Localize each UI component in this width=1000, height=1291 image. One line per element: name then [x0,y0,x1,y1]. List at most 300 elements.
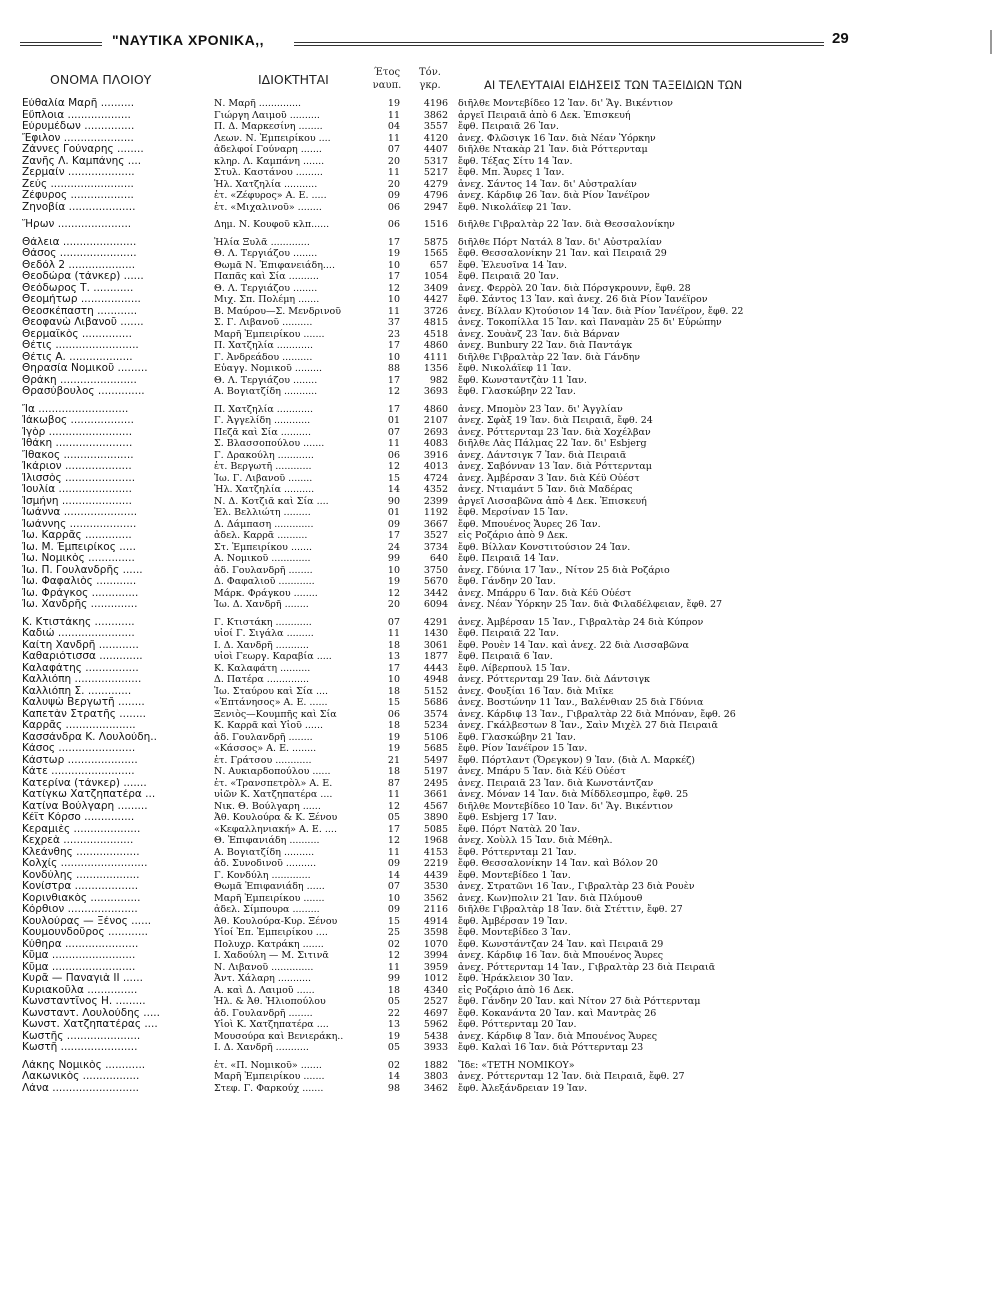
ship-owner: Νικ. Θ. Βούλγαρη ...... [214,800,321,812]
ship-owner: ἀδελ. Σίμπουρα ......... [214,904,320,915]
ship-owner: Ἰω. Γ. Λιβανοῦ ........ [214,472,313,484]
table-row [0,732,1000,744]
ship-owner: Κ. Καρρᾶ καὶ Υἱοῦ ...... [214,720,323,731]
table-row [0,599,1000,611]
ship-name: Κάστωρ ..................... [22,754,138,766]
ship-name: Καρρᾶς ..................... [22,720,136,731]
table-row [0,133,1000,145]
table-row [0,329,1000,341]
table-row [0,858,1000,870]
voyage-report: ἀργεῖ Λισσαβῶνα ἀπὸ 4 Δεκ. Ἐπισκευή [458,495,647,507]
ship-owner: Γ. Κτιστάκη ............ [214,616,312,628]
voyage-report: ἔφθ. Γάνδην 20 Ἰαν. καὶ Νίτον 27 διὰ Ρόττερνταμ [458,996,701,1007]
build-year: 90 [387,495,400,507]
gross-tonnage: 1516 [423,219,448,230]
gross-tonnage: 5686 [423,697,448,708]
build-year: 06 [387,708,400,720]
voyage-report: διῆλθε Μοντεβίδεο 12 Ἰαν. δι' Ἅγ. Βικέντιον [458,98,673,109]
build-year: 10 [387,564,400,576]
gross-tonnage: 3916 [423,449,448,461]
voyage-report: ἔφθ. Μοντεβίδεο 3 Ἰαν. [458,927,571,938]
ship-name: Κάτε ......................... [22,766,135,777]
ship-name: Κασσάνδρα Κ. Λουλούδη.. [22,731,157,743]
build-year: 21 [387,754,400,766]
voyage-report: ἀνεχ. Ρόττερνταμ 29 Ἰαν. διὰ Δάντσιγκ [458,674,650,685]
ship-table [0,98,1000,1094]
voyage-report: ἀνεχ. Γδύνια 17 Ἰαν., Νίτον 25 διὰ Ροζάριο [458,564,670,576]
voyage-report: ἀνεχ. Ρόττερνταμ 14 Ἰαν., Γιβραλτὰρ 23 διὰ Πειραιᾶ [458,961,716,973]
ship-owner: Κ. Καλαφάτη .......... [214,662,311,674]
build-year: 24 [387,541,400,553]
ship-name: Κατίγκω Χατζηπατέρα ... [22,789,156,800]
ship-name: Ἰάκωβος ................... [22,415,134,426]
build-year: 14 [387,869,400,881]
build-year: 07 [387,616,400,628]
voyage-report: ἔφθ. Ρίον Ἰανέϊρον 15 Ἰαν. [458,743,588,754]
build-year: 17 [387,530,400,541]
voyage-report: ἔφθ. Πειραιᾶ 20 Ἰαν. [458,271,559,282]
ship-owner: Α. Βογιατζίδη .......... [214,846,315,858]
ship-name: Θεοσκέπαστη ............ [22,305,138,317]
ship-owner: ἑτ. «Τρανσπετρὸλ» Α. Ε. [214,777,333,789]
header-rule-right [294,42,824,46]
gross-tonnage: 3693 [423,386,448,397]
ship-owner: Ξενιὸς—Κουμπῆς καὶ Σία [214,708,337,720]
table-row [0,743,1000,755]
ship-owner: Μαρῆ Ἐμπειρίκου ....... [214,892,325,904]
ship-owner: Δ. Πατέρα .............. [214,674,310,685]
ship-name: Καθαριότισσα ............. [22,651,143,662]
voyage-report: ἀνεχ. Σουὰνζ 23 Ἰαν. διὰ Βάρναν [458,328,620,340]
ship-name: Κουλούρας — Ξένος ...... [22,915,152,927]
build-year: 23 [387,328,400,340]
build-year: 11 [387,961,400,973]
ship-name: Ἰλισσὸς ..................... [22,472,136,484]
build-year: 12 [387,800,400,812]
ship-owner: Θ. Λ. Τεργιάζου ........ [214,374,318,386]
ship-name: Ἰω. Φράγκος .............. [22,587,139,599]
build-year: 06 [387,201,400,213]
ship-owner: Δημ. Ν. Κουφοῦ κλπ...... [214,219,330,230]
ship-name: Ἰω. Χανδρῆς .............. [22,599,138,610]
voyage-report: ἀνεχ. Ἀμβέρσαν 15 Ἰαν., Γιβραλτὰρ 24 διὰ Κύπρον [458,616,704,628]
voyage-report: ἀνεχ. Σάντος 14 Ἰαν. δι' Αὐστραλίαν [458,178,637,190]
ship-owner: Α. Νομικοῦ ............. [214,553,311,564]
gross-tonnage: 1054 [423,271,448,282]
gross-tonnage: 1012 [423,973,448,984]
gross-tonnage: 3527 [423,530,448,541]
gross-tonnage: 5962 [423,1019,448,1030]
ship-name: Ἴθακος ..................... [22,449,134,461]
gross-tonnage: 5106 [423,731,448,743]
voyage-report: ἀνεχ. Φερρὸλ 20 Ἰαν. διὰ Πόρσγκρουνν, ἔφθ. 28 [458,282,691,294]
table-row [0,565,1000,577]
table-row [0,686,1000,698]
ship-owner: «Ἑπτάνησος» Α. Ε. ...... [214,697,328,708]
table-row [0,260,1000,272]
table-row [0,542,1000,554]
voyage-report: ἀνεχ. Πειραιᾶ 23 Ἰαν. διὰ Κωνστάντζαν [458,777,654,789]
gross-tonnage: 3530 [423,881,448,892]
ship-owner: Υἱοί Ἐπ. Ἐμπειρίκου .... [214,927,328,938]
ship-owner: Στυλ. Καστάνου ......... [214,167,323,178]
build-year: 15 [387,697,400,708]
ship-owner: ἑτ. «Μιχαλινοῦ» ........ [214,201,322,213]
ship-name: Εὐθαλία Μαρῆ .......... [22,98,135,109]
build-year: 06 [387,449,400,461]
table-row [0,271,1000,283]
voyage-report: ἀνεχ. Φλῶσιγκ 16 Ἰαν. διὰ Νέαν Ὑόρκην [458,132,656,144]
voyage-report: ἔφθ. Πειραιᾶ 26 Ἰαν. [458,121,559,132]
ship-name: Εὐρυμέδων ............... [22,121,135,132]
ship-owner: Ν. Λιβανοῦ .............. [214,961,314,973]
gross-tonnage: 2116 [423,904,448,915]
gross-tonnage: 3562 [423,892,448,904]
table-row [0,801,1000,813]
build-year: 19 [387,98,400,109]
table-row [0,484,1000,496]
build-year: 15 [387,472,400,484]
ship-name: Ἰθάκη ....................... [22,438,133,449]
table-row [0,519,1000,531]
voyage-report: ἀνεχ. Νέαν Ὑόρκην 25 Ἰαν. διὰ Φιλαδέλφειαν, ἔφθ. 27 [458,599,723,610]
table-row [0,962,1000,974]
table-row [0,507,1000,519]
gross-tonnage: 1356 [423,363,448,374]
voyage-report: ἔφθ. Γλασκώβην 22 Ἰαν. [458,386,576,397]
build-year: 19 [387,576,400,587]
build-year: 02 [387,938,400,950]
build-year: 07 [387,881,400,892]
table-row [0,386,1000,398]
table-row [0,450,1000,462]
gross-tonnage: 1192 [423,507,448,518]
build-year: 14 [387,484,400,495]
voyage-report: ἀνεχ. Στρατῶνι 16 Ἰαν., Γιβραλτὰρ 23 διὰ Ρουὲν [458,881,695,892]
table-row [0,473,1000,485]
build-year: 09 [387,858,400,869]
ship-name: Ἰσμήνη ..................... [22,495,132,507]
gross-tonnage: 6094 [423,599,448,610]
ship-owner: Παπᾶς καὶ Σία .......... [214,271,319,282]
ship-owner: ἑτ. «Π. Νομικοῦ» ....... [214,1059,322,1071]
gross-tonnage: 5685 [423,743,448,754]
column-header-tons: Τόν. γκρ. [419,67,441,91]
gross-tonnage: 3462 [423,1082,448,1094]
build-year: 09 [387,518,400,530]
voyage-report: ἀνεχ. Ρόττερνταμ 23 Ἰαν. διὰ Χοχέλβαν [458,426,651,438]
gross-tonnage: 4815 [423,317,448,328]
ship-name: Ἰουλία ...................... [22,484,132,495]
ship-name: Θερμαϊκὸς ............... [22,328,132,340]
table-row [0,904,1000,916]
ship-name: Καλλιόπη Σ. ............. [22,685,132,697]
ship-owner: ἀδ. Συνοδινοῦ .......... [214,858,317,869]
ship-owner: Ἠλ. & Ἀθ. Ἡλιοπούλου [214,996,326,1007]
ship-name: Ἴα ........................... [22,403,129,415]
ship-owner: Α. καὶ Δ. Λαιμοῦ ...... [214,984,315,996]
gross-tonnage: 1968 [423,835,448,846]
ship-name: Ζηνοβία .................... [22,201,136,213]
voyage-report: ἔφθ. Κωνστάντζαν 24 Ἰαν. καὶ Πειραιᾶ 29 [458,938,664,950]
build-year: 17 [387,823,400,835]
build-year: 12 [387,386,400,397]
voyage-report: ἔφθ. Ρουὲν 14 Ἰαν. καὶ ἀνεχ. 22 διὰ Λισσαβῶνα [458,639,689,651]
build-year: 10 [387,892,400,904]
gross-tonnage: 4013 [423,461,448,472]
build-year: 20 [387,599,400,610]
voyage-report: ἔφθ. Βίλλαν Κονστιτούσιον 24 Ἰαν. [458,541,631,553]
ship-owner: «Κάσσος» Α. Ε. ........ [214,743,317,754]
ship-name: Ἰγὸρ ......................... [22,426,133,438]
ship-owner: Δ. Φαφαλιοῦ ............ [214,576,315,587]
table-row [0,1083,1000,1095]
voyage-report: ἀνεχ. Κων)πολιν 21 Ἰαν. διὰ Πλύμουθ [458,892,643,904]
table-row [0,237,1000,249]
table-row [0,144,1000,156]
ship-name: Κολχίς .......................... [22,858,148,869]
ship-name: Καίτη Χανδρῆ ............ [22,639,139,651]
table-row [0,755,1000,767]
ship-owner: ἑτ. Γράτσου ............ [214,754,312,766]
build-year: 18 [387,984,400,996]
header-rule-left [20,42,102,46]
table-row [0,720,1000,732]
table-row [0,766,1000,778]
voyage-report: ἀνεχ. Γκάλβεστων 8 Ἰαν., Σαὶν Μιχὲλ 27 διὰ Πειραιᾶ [458,720,718,731]
build-year: 17 [387,374,400,386]
table-row [0,824,1000,836]
voyage-report: ἀνεχ. Ντιαμάντ 5 Ἰαν. διὰ Μαδέρας [458,484,633,495]
ship-owner: Γ. Ἀγγελίδη ............ [214,415,311,426]
table-row [0,283,1000,295]
voyage-report: ἔφθ. Θεσσαλονίκην 14 Ἰαν. καὶ Βόλον 20 [458,858,658,869]
build-year: 19 [387,731,400,743]
table-row [0,835,1000,847]
voyage-report: διῆλθε Ντακὰρ 21 Ἰαν. διὰ Ρόττερνταμ [458,144,648,155]
build-year: 12 [387,461,400,472]
voyage-report: ἀνεχ. Τοκοπίλλα 15 Ἰαν. καὶ Παναμὰν 25 δι' Εὐρώπην [458,317,722,328]
table-row [0,98,1000,110]
gross-tonnage: 4443 [423,662,448,674]
ship-owner: Ἀθ. Κουλούρα & Κ. Ξένου [214,812,338,823]
build-year: 19 [387,1030,400,1042]
magazine-title: "ΝΑΥΤΙΚΑ ΧΡΟΝΙΚΑ,, [112,32,265,48]
ship-owner: Π. Δ. Μαρκεσίνη ........ [214,121,323,132]
ship-owner: Πολυχρ. Κατράκη ....... [214,938,324,950]
ship-name: Θεδόλ 2 .................... [22,259,136,271]
gross-tonnage: 2399 [423,495,448,507]
gross-tonnage: 1565 [423,248,448,259]
gross-tonnage: 5234 [423,720,448,731]
ship-owner: «Κεφαλληνιακή» Α. Ε. .... [214,823,337,835]
ship-name: Θεόδωρος Τ. ............ [22,282,134,294]
table-row [0,617,1000,629]
ship-name: Ἰωάννης .................... [22,518,137,530]
gross-tonnage: 657 [429,259,448,271]
gross-tonnage: 3726 [423,305,448,317]
build-year: 18 [387,639,400,651]
voyage-report: ἔφθ. Πειραιᾶ 14 Ἰαν. [458,553,559,564]
table-row [0,812,1000,824]
gross-tonnage: 4567 [423,800,448,812]
gross-tonnage: 4196 [423,98,448,109]
voyage-report: ἔφθ. Μερσίναν 15 Ἰαν. [458,507,569,518]
column-header-name: ΟΝΟΜΑ ΠΛΟΙΟΥ [50,72,152,87]
build-year: 10 [387,674,400,685]
ship-name: Κωνστ. Χατζηπατέρας .... [22,1019,158,1030]
ship-owner: Ν. Μαρῆ .............. [214,98,302,109]
build-year: 99 [387,553,400,564]
gross-tonnage: 3557 [423,121,448,132]
build-year: 09 [387,904,400,915]
ship-owner: Δ. Δάμπαση ............. [214,518,314,530]
ship-name: Κῦμα ......................... [22,950,136,961]
table-row [0,697,1000,709]
table-row [0,496,1000,508]
ship-owner: Μουσούρα καὶ Βενιεράκη.. [214,1030,344,1042]
voyage-report: ἔφθ. Ἐλευσῖνα 14 Ἰαν. [458,259,568,271]
table-row [0,927,1000,939]
page-edge-mark [990,30,992,54]
ship-name: Θρασύβουλος .............. [22,386,145,397]
voyage-report: ἔφθ. Ἀλεξάνδρειαν 19 Ἰαν. [458,1082,588,1094]
ship-owner: Μαρῆ Ἐμπειρίκου ....... [214,328,325,340]
gross-tonnage: 3574 [423,708,448,720]
gross-tonnage: 2527 [423,996,448,1007]
ship-owner: Σ. Βλασσοπούλου ....... [214,438,325,449]
table-row [0,847,1000,859]
build-year: 11 [387,305,400,317]
build-year: 14 [387,1071,400,1082]
build-year: 12 [387,587,400,599]
ship-name: Ἰκάριον .................... [22,461,132,472]
table-row [0,404,1000,416]
build-year: 10 [387,351,400,363]
ship-name: Λάκης Νομικὸς ............ [22,1059,146,1071]
voyage-report: ἔφθ. Μοντεβίδεο 1 Ἰαν. [458,869,571,881]
ship-name: Κεραμιὲς .................... [22,823,141,835]
ship-name: Κωστῆς ...................... [22,1030,141,1042]
ship-name: Καδιώ ....................... [22,628,135,639]
ship-owner: Λεων. Ν. Ἐμπειρίκου .... [214,132,331,144]
voyage-report: ἔφθ. Πειραιᾶ 22 Ἰαν. [458,628,559,639]
voyage-report: ἀνεχ. Bunbury 22 Ἰαν. διὰ Παντάγκ [458,340,633,351]
voyage-report: ἔφθ. Νικολάϊεφ 21 Ἰαν. [458,201,572,213]
ship-owner: Ἀθ. Κουλούρα-Κυρ. Ξένου [214,915,338,927]
ship-name: Κουμουνδοῦρος ............ [22,927,148,938]
table-row [0,588,1000,600]
ship-owner: Πεζᾶ καὶ Σία .......... [214,426,311,438]
ship-owner: Α. Βογιατζίδη ........... [214,386,318,397]
ship-owner: Υἱοὶ Κ. Χατζηπατέρα .... [214,1019,329,1030]
build-year: 20 [387,155,400,167]
voyage-report: ἔφθ. Τέξας Σίτυ 14 Ἰαν. [458,155,573,167]
ship-owner: Ἀντ. Χάλαρη ........... [214,973,312,984]
ship-name: Κονδύλης ................... [22,869,140,881]
gross-tonnage: 982 [429,374,448,386]
build-year: 18 [387,766,400,777]
ship-owner: ἑτ. «Ζέφυρος» Α. Ε. ..... [214,190,327,201]
build-year: 19 [387,743,400,754]
gross-tonnage: 1877 [423,651,448,662]
gross-tonnage: 3409 [423,282,448,294]
ship-name: Ἰω. Νομικὸς .............. [22,553,135,564]
table-row [0,219,1000,231]
build-year: 20 [387,178,400,190]
ship-name: Κυριακοῦλα ............... [22,984,138,996]
gross-tonnage: 5197 [423,766,448,777]
gross-tonnage: 3061 [423,639,448,651]
ship-name: Λακωνικὸς ................. [22,1071,140,1082]
ship-name: Ζεύς ......................... [22,178,134,190]
build-year: 25 [387,927,400,938]
table-row [0,438,1000,450]
voyage-report: ἔφθ. Λίβερπουλ 15 Ἰαν. [458,662,571,674]
build-year: 04 [387,121,400,132]
build-year: 17 [387,236,400,248]
voyage-report: ἔφθ. Καλαὶ 16 Ἰαν. διὰ Ρόττερνταμ 23 [458,1042,644,1053]
ship-name: Θάλεια ...................... [22,236,137,248]
gross-tonnage: 5317 [423,155,448,167]
ship-name: Κονίστρα ................... [22,881,139,892]
ship-owner: Ἰω. Δ. Χανδρῆ ........ [214,599,309,610]
build-year: 11 [387,167,400,178]
table-row [0,950,1000,962]
ship-owner: Ἠλία Ξυλᾶ ............. [214,236,310,248]
build-year: 17 [387,403,400,415]
ship-owner: Γ. Κονδύλη ............. [214,869,311,881]
gross-tonnage: 3994 [423,950,448,961]
ship-owner: Ι. Δ. Χανδρῆ ........... [214,1042,309,1053]
voyage-report: διῆλθε Γιβραλτὰρ 18 Ἰαν. διὰ Στέττιν, ἔφθ. 27 [458,904,683,915]
ship-name: Θεομήτωρ .................. [22,294,141,305]
ship-owner: Θ. Ἐπιφανιάδη .......... [214,835,320,846]
ship-name: Κυρᾶ — Παναγιὰ ΙΙ ...... [22,973,143,984]
build-year: 11 [387,628,400,639]
table-row [0,340,1000,352]
gross-tonnage: 2693 [423,426,448,438]
ship-owner: Ἠλ. Χατζηλία ........... [214,178,318,190]
ship-name: Ἰω. Π. Γουλανδρῆς ...... [22,564,143,576]
table-row [0,461,1000,473]
gross-tonnage: 5497 [423,754,448,766]
ship-name: Κέϊτ Κόρσο ............... [22,812,135,823]
table-row [0,628,1000,640]
ship-owner: Ι. Δ. Χανδρῆ ........... [214,639,309,651]
ship-owner: Β. Μαύρου—Σ. Μενδρινοῦ [214,305,341,317]
ship-name: Κῦμα ......................... [22,961,136,973]
voyage-report: ἔφθ. Κοκανάντα 20 Ἰαν. καὶ Μαντρὰς 26 [458,1007,657,1019]
column-header-owner: ΙΔΙΟΚΤΗΤΑΙ [258,72,329,87]
table-row [0,576,1000,588]
gross-tonnage: 4724 [423,472,448,484]
build-year: 11 [387,109,400,121]
build-year: 09 [387,190,400,201]
voyage-report: ἀνεχ. Βοστώνην 11 Ἰαν., Βαλένθιαν 25 διὰ Γδύνια [458,697,704,708]
column-header-year: Έτος ναυπ. [372,67,402,91]
table-row [0,121,1000,133]
gross-tonnage: 4860 [423,403,448,415]
voyage-report: ἀνεχ. Ρόττερνταμ 12 Ἰαν. διὰ Πειραιᾶ, ἔφθ. 27 [458,1071,685,1082]
table-row [0,294,1000,306]
gross-tonnage: 3959 [423,961,448,973]
voyage-report: ἔφθ. Θεσσαλονίκην 21 Ἰαν. καὶ Πειραιᾶ 29 [458,248,667,259]
ship-name: Κύθηρα ...................... [22,938,139,950]
ship-owner: Θωμᾶ Ν. Ἐπιφανειάδη.... [214,259,335,271]
table-row [0,352,1000,364]
gross-tonnage: 5152 [423,685,448,697]
